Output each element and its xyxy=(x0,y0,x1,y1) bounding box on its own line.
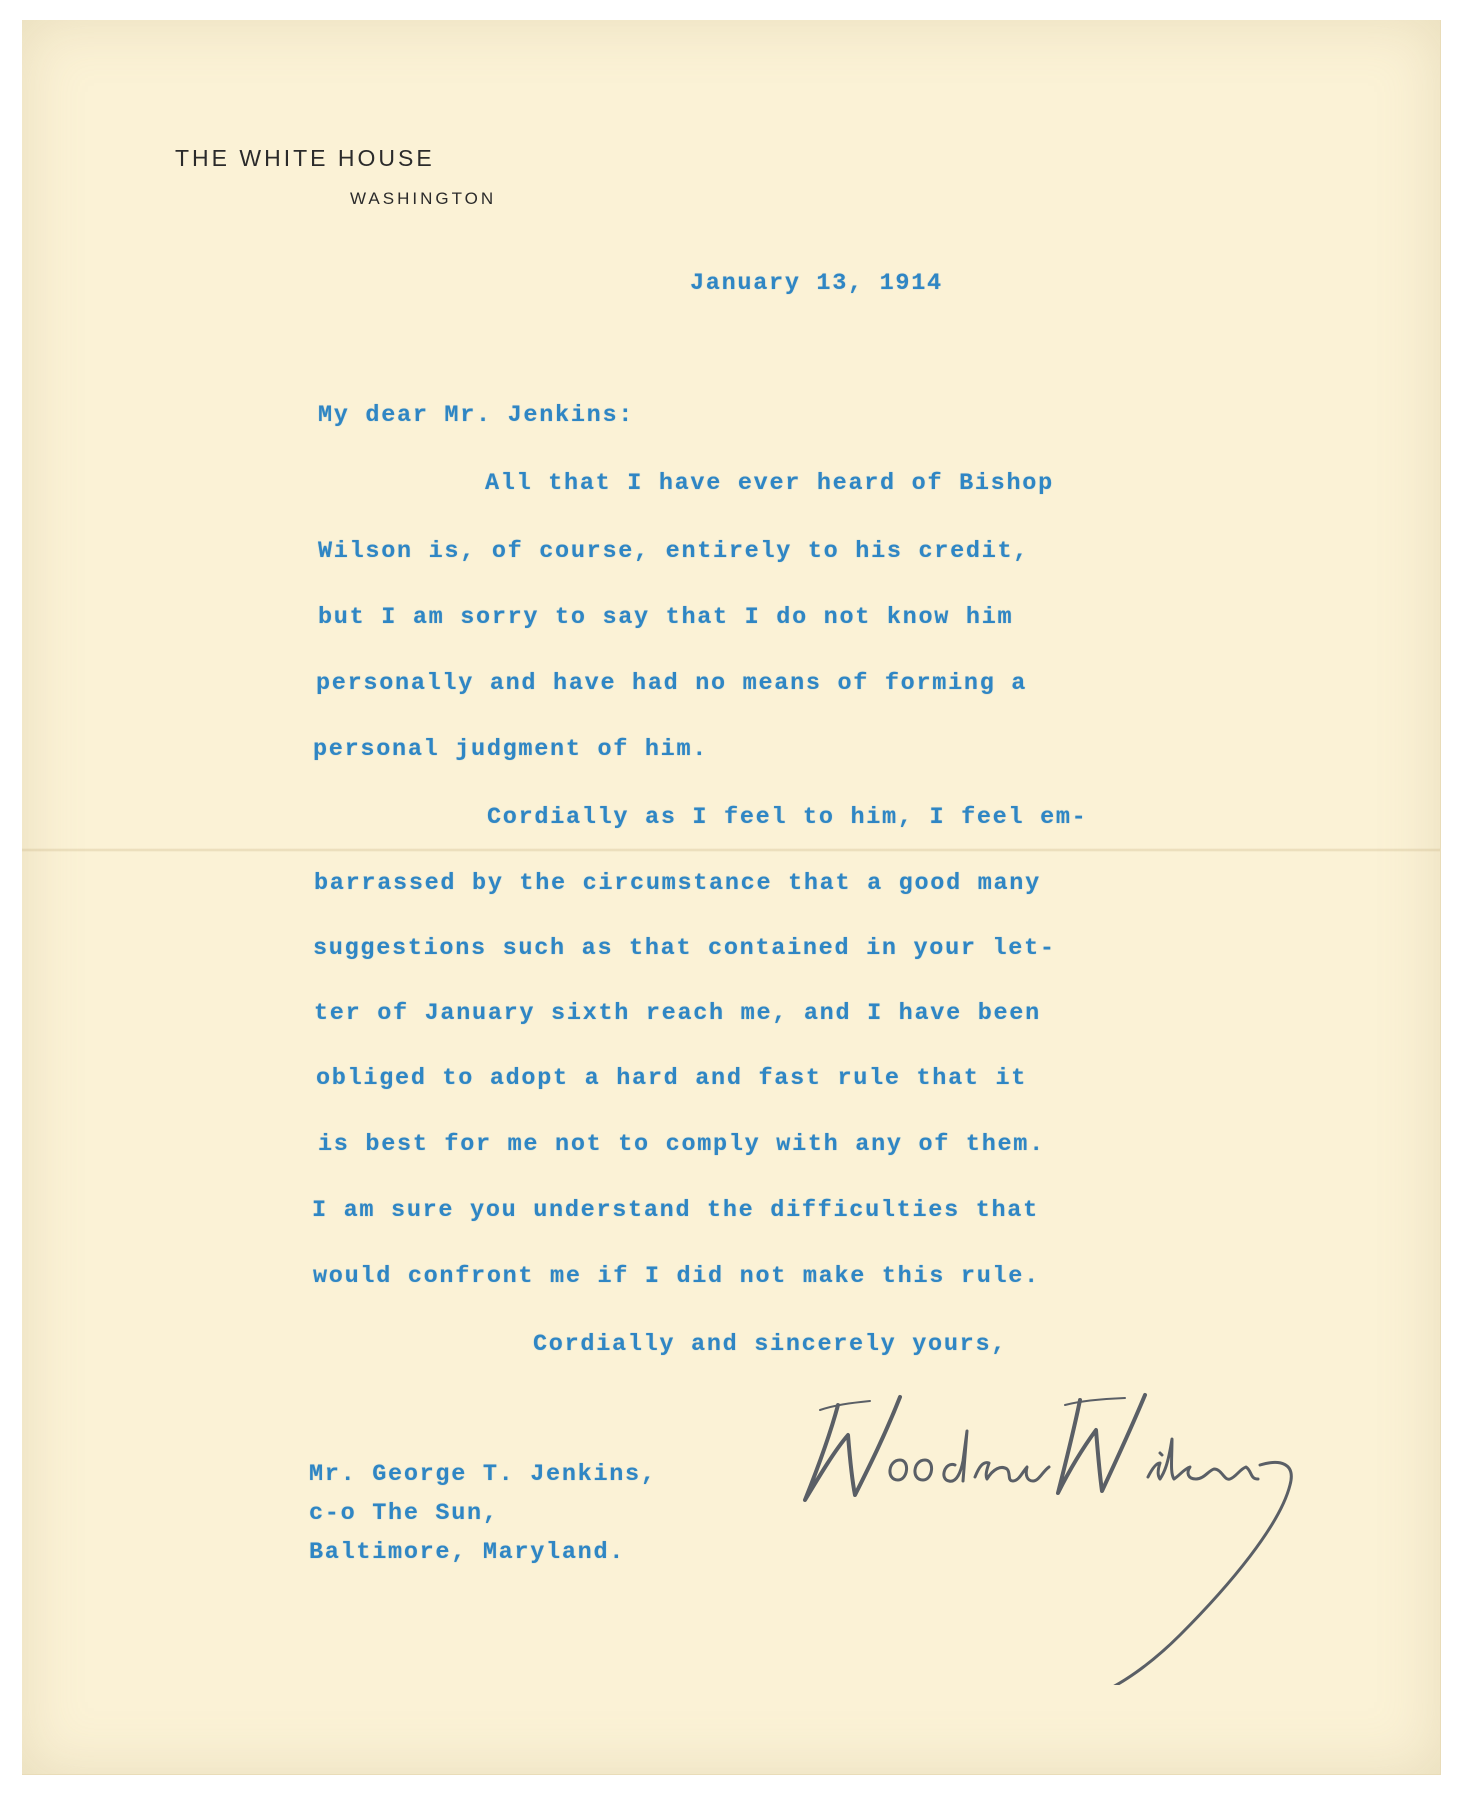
body-line: Wilson is, of course, entirely to his credit, xyxy=(318,538,1030,565)
body-line: I am sure you understand the difficulties that xyxy=(312,1197,1039,1224)
letterhead-city: WASHINGTON xyxy=(350,189,497,208)
recipient-line: Baltimore, Maryland. xyxy=(309,1539,626,1566)
handwritten-signature xyxy=(760,1365,1320,1685)
body-line: suggestions such as that contained in your let- xyxy=(313,935,1056,962)
body-line: would confront me if I did not make this rule. xyxy=(313,1263,1040,1290)
body-line: Cordially as I feel to him, I feel em- xyxy=(487,804,1088,831)
body-line: All that I have ever heard of Bishop xyxy=(485,470,1054,497)
body-line: barrassed by the circumstance that a good many xyxy=(314,870,1041,897)
body-line: obliged to adopt a hard and fast rule that it xyxy=(316,1065,1028,1092)
body-line: is best for me not to comply with any of them. xyxy=(318,1131,1045,1158)
body-line: ter of January sixth reach me, and I have been xyxy=(314,1000,1041,1027)
letter-date: January 13, 1914 xyxy=(690,270,943,297)
letterhead-organization: THE WHITE HOUSE xyxy=(175,145,435,171)
body-line: but I am sorry to say that I do not know him xyxy=(318,604,1014,631)
recipient-line: c-o The Sun, xyxy=(309,1500,499,1527)
salutation: My dear Mr. Jenkins: xyxy=(318,402,635,429)
paper-fold-crease xyxy=(22,848,1440,852)
closing: Cordially and sincerely yours, xyxy=(533,1331,1008,1358)
body-line: personally and have had no means of forming a xyxy=(316,670,1028,697)
body-line: personal judgment of him. xyxy=(313,736,709,763)
recipient-line: Mr. George T. Jenkins, xyxy=(309,1461,657,1488)
